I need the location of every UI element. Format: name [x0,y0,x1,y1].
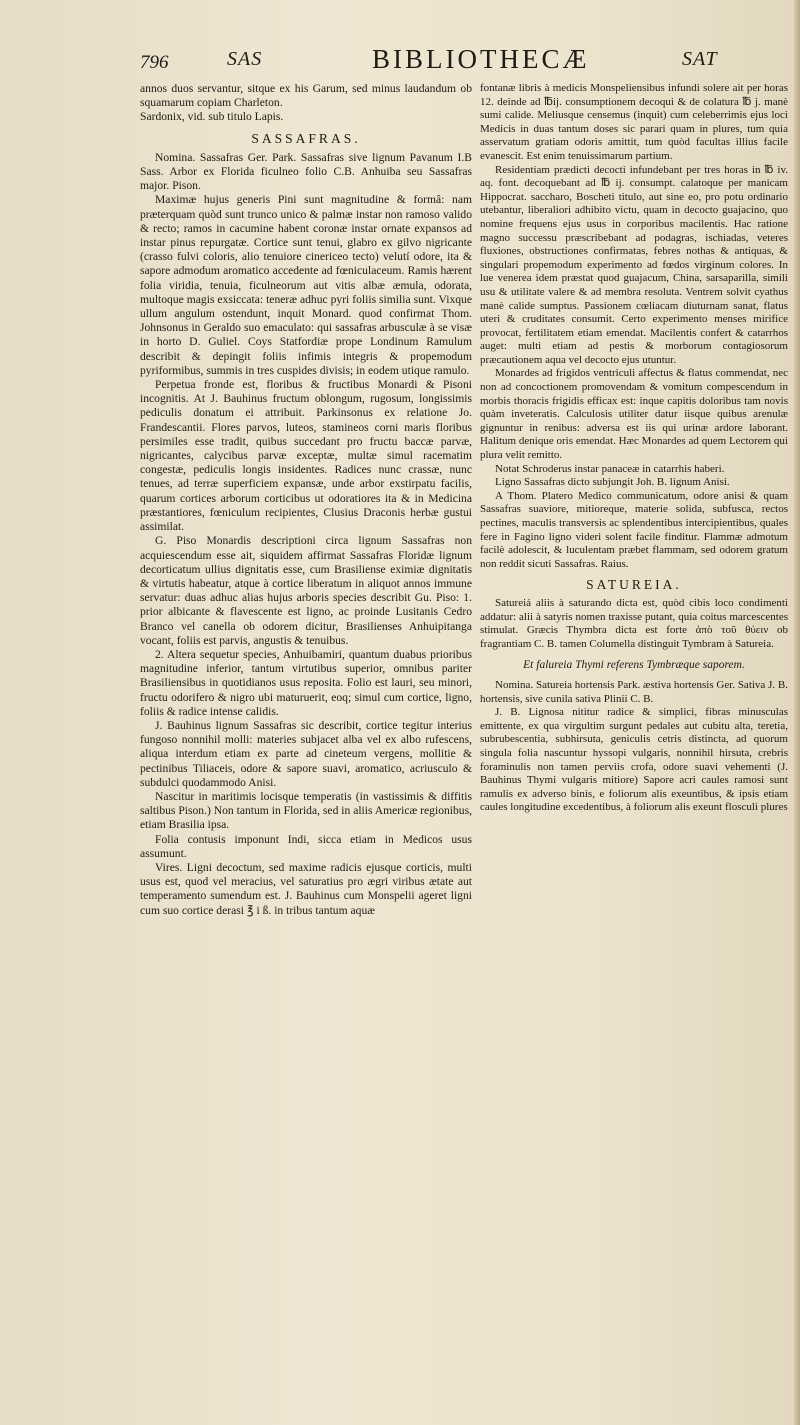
text-paragraph: Vires. Ligni decoctum, sed maxime radicis ejusque corticis, multi usus est, quod vel meracius, vel saturatius pro ægri viribus ætate aut temperamento sumendum est. J. Bauhinus cum Monspelii ageret ligni cum suo cortice derasi ℥ i ß. in tribus tantum aquæ [140,860,472,917]
text-paragraph: Folia contusis imponunt Indi, sicca etiam in Medicos usus assumunt. [140,832,472,860]
running-head [122,44,772,84]
text-paragraph: Monardes ad frigidos ventriculi affectus & flatus commendat, nec non ad concoctionem promovendam & vomitum compescendum in morbis thoracis frigidis efficax est: inque capitis doloribus tam novis quàm inveteratis. Calculosis utiliter datur iisque quibus arenulæ gignuntur in renibus: adversa est iis qui urinæ ardore laborant. Halitum denique oris emendat. Hæc Monardes ad quem Lectorem qui plura velit remitto. [480,367,788,462]
text-paragraph: J. B. Lignosa nititur radice & simplici, fibras minusculas emittente, ex qua virgultim surgunt pedales aut cubitu alta, teretia, subrubescentia, subhirsuta, geniculis cetris distincta, ad quorum singula folia nascuntur hyssopi vulgaris, nonnihil hirsuta, crebris foraminulis non tamen perviis crofa, odore suavi vehementi (J. Bauhinus Thymi vulgaris mitiore) Sapore acri caules ramosi sunt ramulis ex adverso binis, e foliorum alis exeuntibus, & ipsis etiam caules longitudine excedentibus, à foliorum alis exeunt flosculi plures [480,706,788,814]
page-edge [794,0,800,1425]
text-paragraph: annos duos servantur, sitque ex his Garum, sed minus laudandum ob squamarum copiam Charleton. [140,82,472,110]
text-paragraph: Notat Schroderus instar panaceæ in catarrhis haberi. [495,462,725,475]
text-paragraph: Ligno Sassafras dicto subjungit Joh. B. lignum Anisi. [495,476,730,489]
text-paragraph: Maximæ hujus generis Pini sunt magnitudine & formâ: nam præterquam quòd sunt trunco unico & palmæ instar non ramoso valido & recto; ramos in cacumine habent coronæ instar ornate expansos ad instar pinus repurgatæ. Cortice sunt tenui, glabro ex gilvo nigricante (crasso fulvi coloris, alio tenuiore cinericeo tecto) velutí odore, ita & sapore admodum aromatico accedente ad fœniculaceum. Ramis hærent folia viridia, tenuia, ficulneorum aut vitis albæ æmula, odorata, multoque magis exsiccata: teneræ adhuc pyri foliis similia sunt. Vixque ullum angulum ostendunt, inquit Monard. quod confirmat Thom. Johnsonus in Geraldo suo emaculato: qui sassafras arbusculæ à se visæ in horto D. Guliel. Coys Statfordiæ prope Londinum Ramulum describit & depingit foliis infimis integris & propemodum pyriformibus, summis in tres cuspides divisis; in eodem utique ramulo. [140,193,472,377]
text-paragraph: Nomina. Satureia hortensis Park. æstiva hortensis Ger. Sativa J. B. hortensis, sive cunila sativa Plinii C. B. [480,678,788,705]
text-paragraph: Residentiam prædicti decocti infundebant per tres horas in ℔ iv. aq. font. decoquebant ad ℔ ij. consumpt. calatoque per manicam Hippocrat. saccharo, Boscheti titulo, aut sine eo, pro potu ordinario utebantur, liberaliori adhibito victu, quam in decocto guajacino, quo nomine frequens ejus usus in corporibus macilentis. Hac ratione magno successu præscribebant ad podagras, ischiadas, veteres fluxiones, obstructiones confirmatas, febres nothas & antiquas, & singulari propemodum experimento ad fœdos virginum colores. In lue venerea idem præstat quod guajacum, China, sarsaparilla, simili usu & utilitate valere & ad membra resoluta. Ventrem solvit cyathus manè calide sumptus. Passionem cœliacam diuturnam sanat, flatus uteri & cruditates consumit. Certo experimento menses mirifice provocat, fertilitatem etiam emendat. Macilentis confert & catarrhos auget: multi etiam ad pestis & morborum contagiosorum præcautionem aqua vel decocto ejus utuntur. [480,163,788,366]
text-paragraph: G. Piso Monardis descriptioni circa lignum Sassafras non acquiescendum esse ait, siquidem affirmat Sassafras Floridæ lignum decorticatum ullius dignitatis esse, cum Brasiliense eximiæ dignitatis & virtutis habeatur, atque à cortice liberatum in aliquot annos immune servatur: duas adhuc alias hujus arboris species describit Gu. Piso: 1. prior albicante & flavescente est ligno, ac proinde Lusitanis Cedro Branco vel canella ob odorem dicitur, Brasilienses Anhuipitanga vocant, foliis est parvis, angustis & tenuibus. [140,534,472,647]
left-column [140,82,472,1385]
text-paragraph: J. Bauhinus lignum Sassafras sic describit, cortice tegitur interius fungoso nonnihil molli: materies subjacet alba vel ex albo rufescens, aliqua interdum etiam ex parte ad cineteum vergens, mollitie & pectinibus Tiliaceis, odore & sapore suavi, aromatico, acriusculo & subdulci quodammodo Anisi. [140,718,472,789]
right-column [480,82,788,1385]
section-heading: SASSAFRAS. [251,130,361,146]
text-paragraph: 2. Altera sequetur species, Anhuibamiri, quantum duabus prioribus magnitudine inferior, tantum virtutibus superior, omnibus pariter Brasiliensibus in quotidianos usus reposita. Folio est lauri, seu minori, fructu odorifero & nigro ubi maturuerit, eoq; simul cum cortice, ligno, foliis & radice intense calidis. [140,647,472,718]
text-paragraph: Perpetua fronde est, floribus & fructibus Monardi & Pisoni incognitis. At J. Bauhinus fructum oblongum, rugosum, longissimis pediculis donatum ei attribuit. Parkinsonus ex relatione Jo. Frandescantii. Flores parvos, luteos, stamineos corni maris floribus persimiles esse tradit, quibus succedant pro fructu baccæ parvæ, nigricantes, calycibus parvæ exceptæ, multæ simul racematim congestæ, pediculis longis insidentes. Radices nunc crassæ, nunc tenues, ad terræ superficiem expansæ, unde arbor exstirpatu facilis, quarum cortices arborum corticibus ut odoratiores ita & in Medicina præstantiores, fœniculum recipientes, Clusius Draconis herbæ gustui assimilat. [140,378,472,534]
text-paragraph: A Thom. Platero Medico communicatum, odore anisi & quam Sassafras suaviore, mitioreque, materie solida, subfusca, rectos pectines, maculis transversis ac splendentibus intercipientibus, quales fere in Fagino ligno videri solent facile finditur. Flammæ admotum facilè adolescit, & luculentam præbet flammam, sed odorem gratum non reddit sicuti Sassafras. Raius. [480,489,788,570]
text-paragraph: fontanæ libris à medicis Monspeliensibus infundi solere ait per horas 12. deinde ad ℔ij. consumptionem decoqui & de colatura ℔ j. manè sumi calide. Meliusque censemus (inquit) cum celeberrimis ejus loci Medicis in duas tantum doses sic parari quam in plures, tum quia asservatum gratiam odoris amittit, tum quòd facultas illius facile evanescit. Est enim tenuissimarum partium. [480,82,788,162]
left-guide-word: SAS [227,48,263,70]
text-paragraph: Nomina. Sassafras Ger. Park. Sassafras sive lignum Pavanum I.B Sass. Arbor ex Florida ficulneo folio C.B. Anhuiba seu Sassafras major. Pison. [140,150,472,193]
text-paragraph: Sardonix, vid. sub titulo Lapis. [140,110,284,124]
running-title: BIBLIOTHECÆ [372,44,590,74]
text-paragraph: Nascitur in maritimis locisque temperatis (in vastissimis & diffitis saltibus Pison.) Non tantum in Florida, sed in aliis Americæ regionibus, etiam Brasilia ipsa. [140,789,472,832]
page-number: 796 [140,52,169,73]
section-heading: SATUREIA. [586,577,682,593]
right-guide-word: SAT [682,48,718,70]
text-paragraph: Satureiá aliis à saturando dicta est, quòd cibis loco condimenti addatur: alii à satyris nomen traxisse putant, quia coitus marcescentes stimulat. Græcis Thymbra dicta est forte ἀπὸ τοῦ θύειν ob fragrantiam C. B. tamen Columella distinguit Tymbram à Satureia. [480,596,788,650]
verse-quotation: Et falureia Thymi referens Tymbræque saporem. [523,659,745,672]
